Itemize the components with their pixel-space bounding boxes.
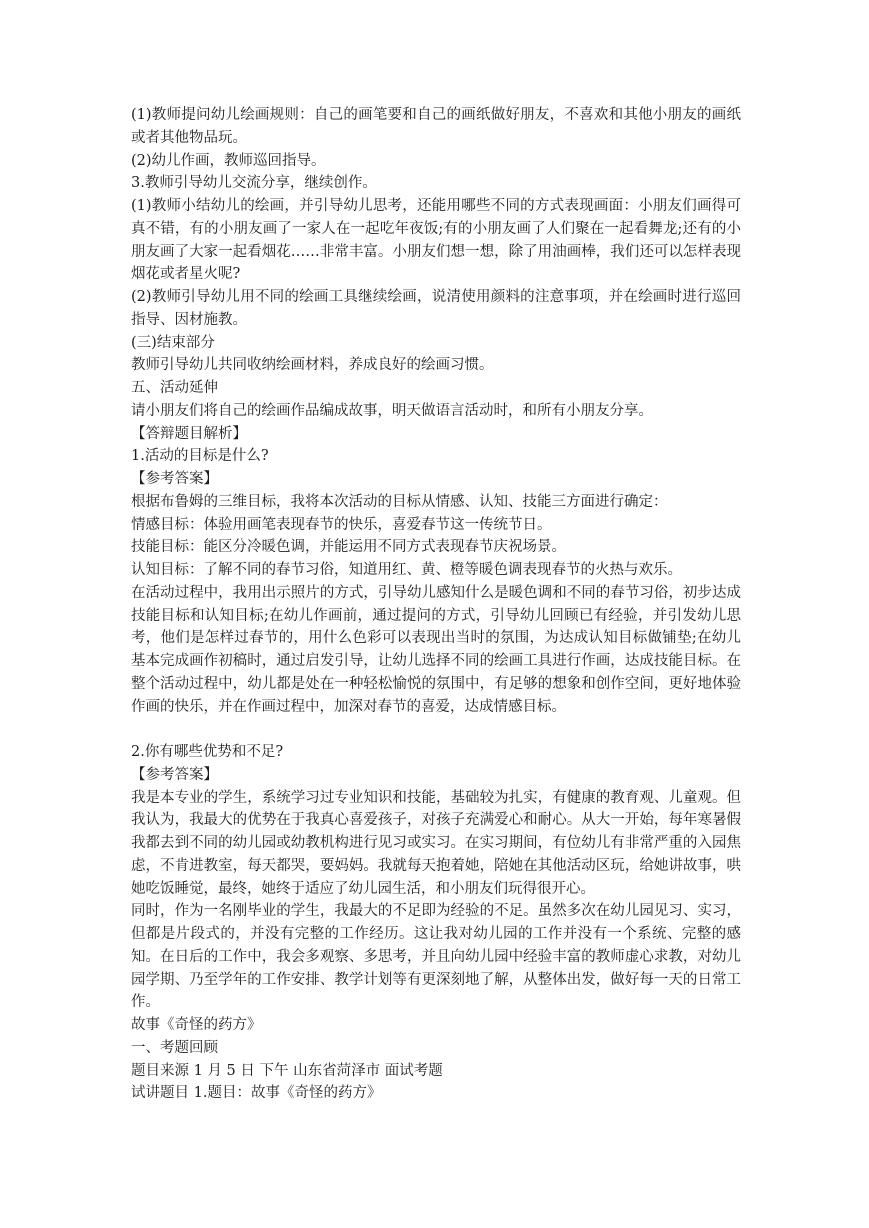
answer-heading: 【参考答案】 xyxy=(131,471,218,487)
paragraph: (2)教师引导幼儿用不同的绘画工具继续绘画，说清使用颜料的注意事项，并在绘画时进行巡回指导、因材施教。 xyxy=(131,289,741,328)
answer-heading: 【参考答案】 xyxy=(131,766,218,783)
paragraph: 同时，作为一名刚毕业的学生，我最大的不足即为经验的不足。虽然多次在幼儿园见习、实习，但都是片段式的，并没有完整的工作经历。这让我对幼儿园的工作并没有一个系统、完整的感知。在日后的工作中，我会多观察、多思考，并且向幼儿园中经验丰富的教师虚心求教，对幼儿园学期、乃至学年的工作安排、教学计划等有更深刻地了解，从整体出发，做好每一天的日常工作。 xyxy=(131,903,741,1011)
paragraph: (1)教师小结幼儿的绘画，并引导幼儿思考，还能用哪些不同的方式表现画面：小朋友们画得可真不错，有的小朋友画了一家人在一起吃年夜饭;有的小朋友画了人们聚在一起看舞龙;还有的小朋友画了大家一起看烟花……非常丰富。小朋友们想一想，除了用油画棒，我们还可以怎样表现烟花或者星火呢? xyxy=(131,198,741,283)
paragraph: 我是本专业的学生，系统学习过专业知识和技能，基础较为扎实，有健康的教育观、儿童观。但我认为，我最大的优势在于我真心喜爱孩子，对孩子充满爱心和耐心。从大一开始，每年寒暑假我都去到不同的幼儿园或幼教机构进行见习或实习。在实习期间，有位幼儿有非常严重的入园焦虑，不肯进教室，每天都哭，要妈妈。我就每天抱着她，陪她在其他活动区玩，给她讲故事，哄她吃饭睡觉，最终，她终于适应了幼儿园生活，和小朋友们玩得很开心。 xyxy=(131,789,741,897)
paragraph: 教师引导幼儿共同收纳绘画材料，养成良好的绘画习惯。 xyxy=(131,357,494,374)
paragraph: 技能目标：能区分冷暖色调，并能运用不同方式表现春节庆祝场景。 xyxy=(131,539,566,556)
paragraph: 3.教师引导幼儿交流分享，继续创作。 xyxy=(131,175,377,192)
document-body xyxy=(131,104,741,1105)
section-heading: (三)结束部分 xyxy=(131,334,215,351)
paragraph: 情感目标：体验用画笔表现春节的快乐，喜爱春节这一传统节日。 xyxy=(131,516,552,533)
paragraph: (1)教师提问幼儿绘画规则：自己的画笔要和自己的画纸做好朋友，不喜欢和其他小朋友的画纸或者其他物品玩。 xyxy=(131,107,741,146)
question: 1.活动的目标是什么? xyxy=(131,448,269,465)
story-title: 故事《奇怪的药方》 xyxy=(131,1017,262,1033)
paragraph: 试讲题目 1.题目：故事《奇怪的药方》 xyxy=(131,1085,382,1102)
section-heading: 【答辩题目解析】 xyxy=(131,425,247,442)
section-heading: 一、考题回顾 xyxy=(131,1039,218,1056)
question: 2.你有哪些优势和不足? xyxy=(131,744,284,760)
paragraph: 根据布鲁姆的三维目标，我将本次活动的目标从情感、认知、技能三方面进行确定： xyxy=(131,493,668,510)
paragraph: 认知目标：了解不同的春节习俗，知道用红、黄、橙等暖色调表现春节的火热与欢乐。 xyxy=(131,562,682,578)
paragraph: 题目来源 1 月 5 日 下午 山东省菏泽市 面试考题 xyxy=(131,1062,443,1079)
paragraph: 在活动过程中，我用出示照片的方式，引导幼儿感知什么是暖色调和不同的春节习俗，初步达成技能目标和认知目标;在幼儿作画前，通过提问的方式，引导幼儿回顾已有经验，并引发幼儿思考，他们是怎样过春节的，用什么色彩可以表现出当时的氛围，为达成认知目标做铺垫;在幼儿基本完成画作初稿时，通过启发引导，让幼儿选择不同的绘画工具进行作画，达成技能目标。在整个活动过程中，幼儿都是处在一种轻松愉悦的氛围中，有足够的想象和创作空间，更好地体验作画的快乐，并在作画过程中，加深对春节的喜爱，达成情感目标。 xyxy=(131,584,741,715)
blank-line xyxy=(131,718,741,741)
paragraph: 请小朋友们将自己的绘画作品编成故事，明天做语言活动时，和所有小朋友分享。 xyxy=(131,402,653,419)
paragraph: (2)幼儿作画，教师巡回指导。 xyxy=(131,152,326,169)
section-heading: 五、活动延伸 xyxy=(131,380,218,396)
